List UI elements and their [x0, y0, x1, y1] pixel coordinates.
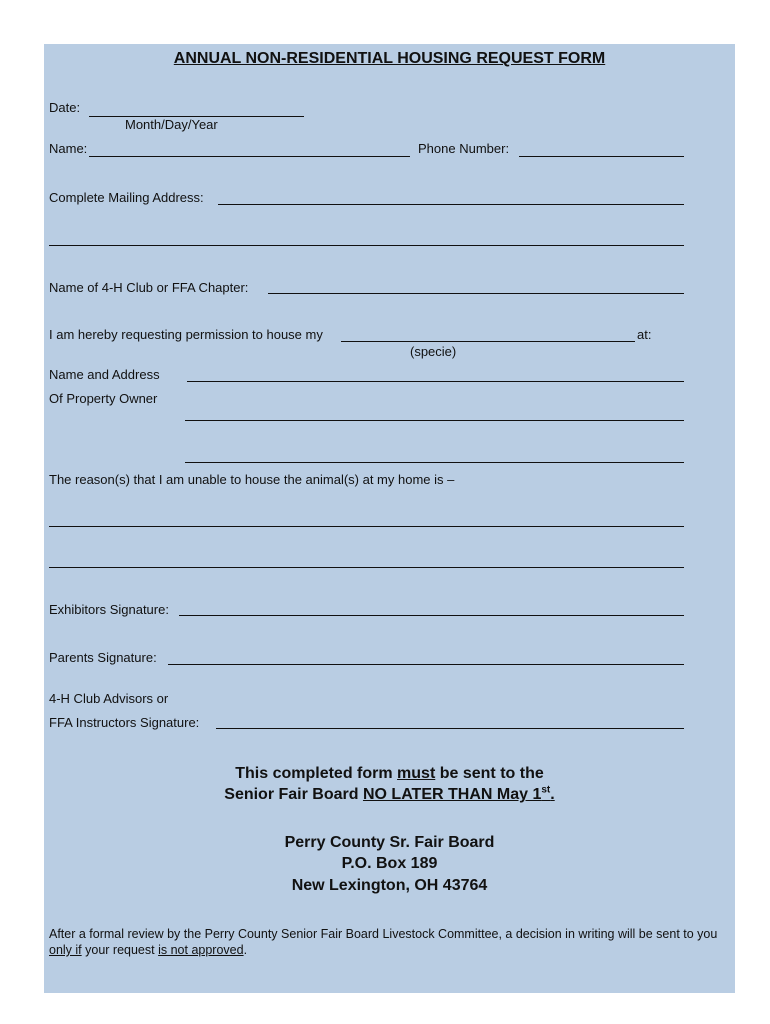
address-field-2[interactable]: [49, 245, 684, 246]
phone-field[interactable]: [519, 156, 684, 157]
parent-signature-field[interactable]: [168, 664, 684, 665]
owner-label-1: Name and Address: [49, 367, 160, 382]
owner-label-2: Of Property Owner: [49, 391, 158, 406]
request-label: I am hereby requesting permission to house my: [49, 327, 323, 342]
notice-line-1: [44, 763, 735, 784]
date-label: Date:: [49, 100, 81, 115]
notice-text: be sent to the: [435, 765, 544, 782]
deadline-text: NO LATER THAN May 1: [362, 786, 542, 803]
po-box: P.O. Box 189: [341, 855, 438, 872]
date-hint: Month/Day/Year: [125, 117, 218, 132]
owner-field-3[interactable]: [185, 462, 684, 463]
name-field[interactable]: [89, 156, 410, 157]
specie-hint: (specie): [410, 344, 457, 359]
footer-note: [49, 926, 729, 958]
footer-text: After a formal review by the Perry County Senior Fair Board Livestock Committee, a decision in writing will be sent to you: [49, 927, 718, 941]
notice-text: Senior Fair Board: [224, 786, 363, 803]
owner-field-1[interactable]: [187, 381, 684, 382]
phone-label: Phone Number:: [418, 141, 510, 156]
footer-emphasis: is not approved: [158, 943, 244, 957]
footer-text: .: [243, 943, 248, 957]
club-field[interactable]: [268, 293, 684, 294]
address-label: Complete Mailing Address:: [49, 190, 204, 205]
advisor-label-2: FFA Instructors Signature:: [49, 715, 200, 730]
notice-deadline: [363, 786, 555, 803]
notice-line-2: [44, 784, 735, 805]
address-field-1[interactable]: [218, 204, 684, 205]
reason-field-1[interactable]: [49, 526, 684, 527]
form-page: [44, 44, 735, 993]
exhibitor-signature-label: Exhibitors Signature:: [49, 602, 169, 617]
city-state-zip: New Lexington, OH 43764: [291, 877, 488, 894]
deadline-suffix: st: [541, 784, 551, 796]
form-title: ANNUAL NON-RESIDENTIAL HOUSING REQUEST FORM: [173, 50, 606, 67]
advisor-label-1: 4-H Club Advisors or: [49, 691, 169, 706]
reason-label: The reason(s) that I am unable to house the animal(s) at my home is –: [49, 472, 455, 487]
parent-signature-label: Parents Signature:: [49, 650, 157, 665]
specie-field[interactable]: [341, 341, 635, 342]
footer-text: your request: [81, 943, 159, 957]
name-label: Name:: [49, 141, 88, 156]
request-at-label: at:: [637, 327, 652, 342]
footer-emphasis: only if: [49, 943, 82, 957]
exhibitor-signature-field[interactable]: [179, 615, 684, 616]
owner-field-2[interactable]: [185, 420, 684, 421]
notice-emphasis: must: [397, 765, 436, 782]
deadline-period: .: [550, 786, 555, 803]
org-name: Perry County Sr. Fair Board: [284, 834, 495, 851]
advisor-signature-field[interactable]: [216, 728, 684, 729]
notice-text: This completed form: [235, 765, 398, 782]
reason-field-2[interactable]: [49, 567, 684, 568]
club-label: Name of 4-H Club or FFA Chapter:: [49, 280, 249, 295]
